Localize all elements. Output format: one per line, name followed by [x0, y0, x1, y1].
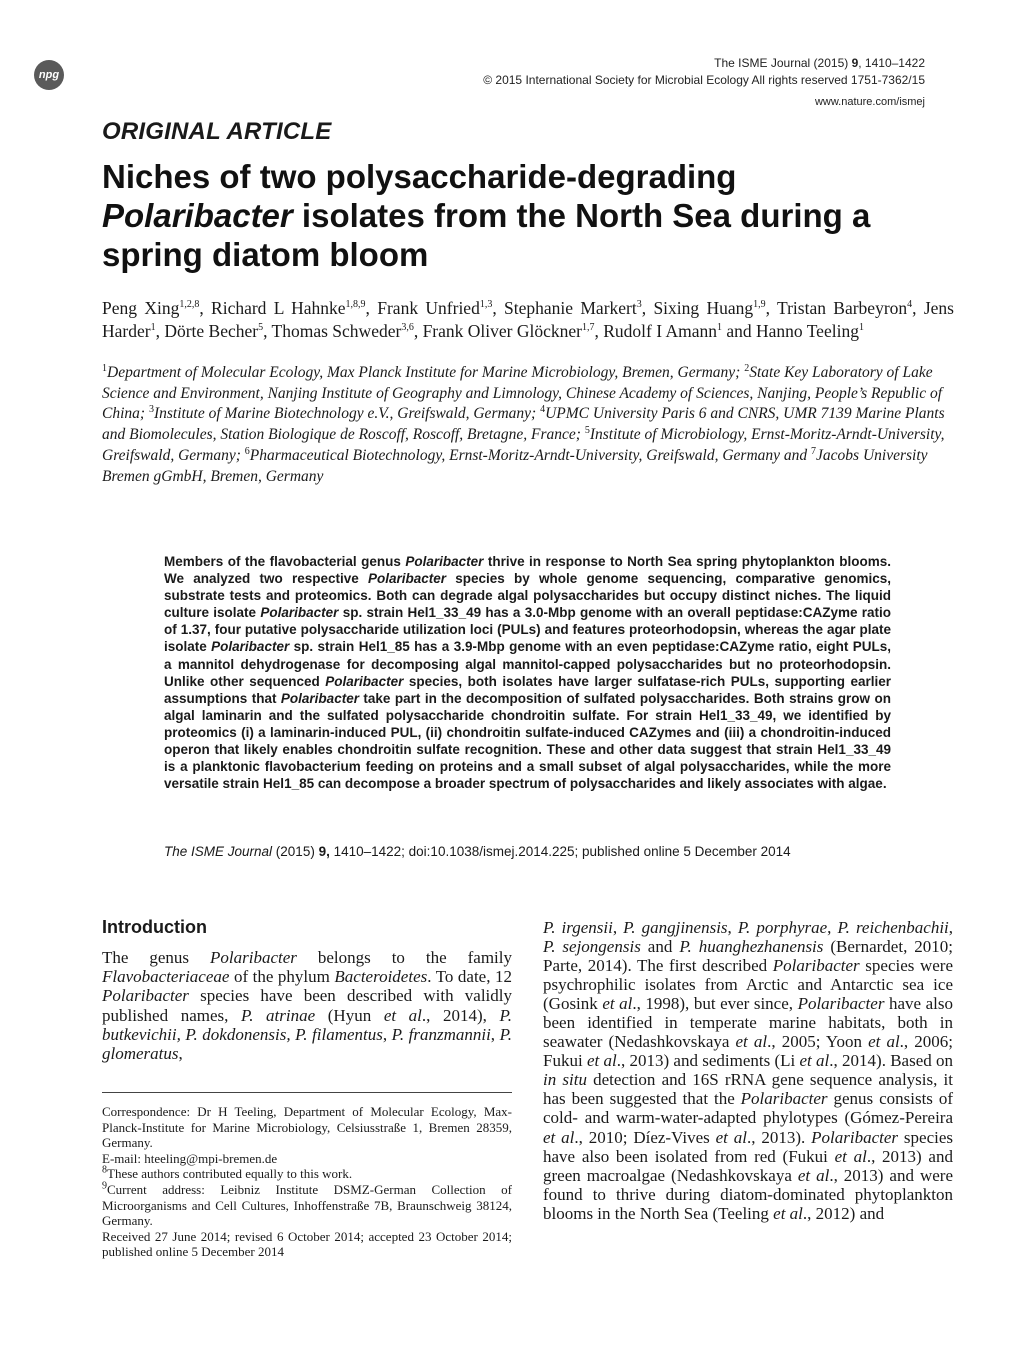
author-name: Sixing Huang — [653, 298, 754, 318]
citation-journal: The ISME Journal — [164, 844, 273, 859]
intro-text: (Hyun — [315, 1005, 384, 1025]
article-title — [102, 157, 962, 274]
footnote-divider — [102, 1092, 512, 1093]
abstract — [164, 553, 891, 792]
intro-text: ., 2014). Based on — [829, 1051, 954, 1071]
intro-text: have also been identified in temperate marine habitats, both in seawater (Nedashkovskaya — [543, 994, 953, 1052]
intro-text: ., 2014), — [421, 1005, 500, 1025]
title-line-1: Niches of two polysaccharide-degrading — [102, 158, 737, 195]
abstract-text: Polaribacter — [260, 605, 339, 621]
intro-text: and — [640, 937, 680, 957]
abstract-text: Polaribacter — [367, 571, 447, 587]
author-affiliation-marker: 5 — [258, 322, 264, 334]
author-affiliation-marker: 1,9 — [753, 299, 766, 311]
intro-text: et al — [602, 994, 633, 1014]
journal-reference — [714, 55, 925, 71]
intro-text: Polaribacter — [102, 986, 189, 1006]
abstract-text: Polaribacter — [211, 639, 290, 655]
intro-text: Polaribacter — [210, 948, 297, 967]
intro-text: , — [827, 918, 838, 937]
abstract-text: sp. strain Hel1_85 has a 3.9-Mbp genome with an even peptidase:CAZyme ratio, eight PULs, a mannitol dehydrogenase for decomposing algal mannitol-capped polysaccharides but no proteorhodopsin. Unlike other sequenced — [164, 639, 891, 689]
author-affiliation-marker: 1,7 — [581, 322, 595, 334]
intro-text: , — [382, 1024, 392, 1044]
intro-text: et al — [797, 1165, 830, 1185]
intro-text: species were psychrophilic isolates from Arctic and Antarctic sea ice (Gosink — [543, 956, 954, 1014]
intro-text: . To date, 12 — [427, 967, 512, 987]
footnote-text: These authors contributed equally to this work. — [107, 1166, 353, 1182]
footnote-marker: 9 — [102, 1180, 107, 1192]
footnote-text: Correspondence: Dr H Teeling, Department of Molecular Ecology, Max-Planck-Institute for Marine Microbiology, Celsiusstraße 1, Bremen 28359, Germany. — [102, 1104, 512, 1151]
intro-text: , — [727, 918, 738, 937]
intro-text: ., 2005; Yoon — [767, 1032, 869, 1052]
footnote-item — [102, 1182, 512, 1229]
citation-rest: 1410–1422; doi:10.1038/ismej.2014.225; published online 5 December 2014 — [329, 844, 791, 859]
article-type-label: ORIGINAL ARTICLE — [102, 118, 332, 145]
affiliation-text: Department of Molecular Ecology, Max Planck Institute for Marine Microbiology, Bremen, Germany; — [107, 364, 741, 381]
author-name: Tristan Barbeyron — [777, 298, 908, 318]
intro-text: , — [948, 918, 954, 937]
author-list: Peng Xing$^{1,2,8}$, Richard L Hahnke$^{1,8,9}$, Frank Unfried$^{1,3}$, Stephanie Markert$^3$, Sixing Huang$^{1,9}$, Tristan Barbeyron$^4$, Jens Harder$^1$, Dörte Becher$^5$, Thomas Schweder$^{3,6}$, Frank Oliver Glöckner$^{1,7}$, Rudolf I Amann$^1$ and Hanno Teeling$^1$ — [102, 298, 954, 341]
intro-text: et al — [586, 1051, 617, 1071]
journal-url-link[interactable]: www.nature.com/ismej — [814, 96, 925, 108]
copyright-line: © 2015 International Society for Microbial Ecology All rights reserved 1751-7362/15 — [483, 73, 925, 87]
footnote-marker: 8 — [102, 1165, 107, 1177]
affiliation-text: Institute of Marine Biotechnology e.V., Greifswald, Germany; — [153, 405, 537, 423]
intro-text: species have been described with validly published names, — [102, 986, 512, 1025]
abstract-text: take part in the decomposition of sulfated polysaccharides. Both strains grow on algal laminarin and the sulfated polysaccharide chondroitin sulfate. For strain Hel1_33_49, we identified by proteomics (i) a laminarin-induced PUL, (ii) chondroitin sulfate-induced CAZymes and (iii) a chondroitin-induced operon that likely enables chondroitin sulfate recognition. These and other data suggest that strain Hel1_33_49 is a planktonic flavobacterium feeding on proteins and a small subset of algal polysaccharides, while the more versatile strain Hel1_85 can decompose a broader spectrum of polysaccharides and likely associates with algae. — [164, 690, 891, 792]
intro-text: P. porphyrae — [737, 918, 828, 937]
intro-text: Bacteroidetes — [334, 967, 428, 987]
intro-text: Polaribacter — [811, 1127, 899, 1147]
author-name: Hanno Teeling — [756, 321, 859, 341]
journal-name: The ISME Journal (2015) — [714, 56, 849, 70]
intro-text: ., 2012) and — [802, 1203, 885, 1223]
intro-text: ., 1998), but ever since, — [632, 994, 798, 1014]
author-name: Dörte Becher — [164, 321, 259, 341]
affiliation-marker: 3 — [148, 404, 154, 416]
affiliation-marker: 7 — [811, 445, 817, 457]
intro-text: in situ — [543, 1070, 587, 1090]
intro-text: ., 2013) and green macroalgae (Nedashkovskaya — [543, 1146, 953, 1185]
intro-text: Flavobacteriaceae — [102, 967, 230, 987]
intro-text: Polaribacter — [797, 994, 885, 1014]
abstract-text: Polaribacter — [405, 554, 484, 569]
intro-text: P. glomeratus — [102, 1024, 513, 1064]
author-affiliation-marker: 1 — [150, 322, 156, 334]
intro-text: , — [490, 1024, 500, 1044]
footnote-text: E-mail: hteeling@mpi-bremen.de — [102, 1150, 278, 1166]
intro-text: P. franzmannii — [391, 1024, 491, 1044]
intro-paragraph-left — [102, 948, 512, 1063]
author-name: Peng Xing — [102, 298, 180, 318]
journal-pages: , 1410–1422 — [858, 56, 925, 70]
affiliation-list — [102, 363, 954, 487]
intro-text: et al — [543, 1127, 575, 1147]
intro-text: et al — [773, 1203, 803, 1223]
affiliation-marker: 6 — [244, 445, 250, 457]
intro-text: detection and 16S rRNA gene sequence analysis, it has been suggested that the — [543, 1070, 953, 1109]
abstract-text: species, both isolates have larger sulfatase-rich PULs, supporting earlier assumptions that — [164, 673, 891, 706]
footnote-text: Received 27 June 2014; revised 6 October 2014; accepted 23 October 2014; published online 5 December 2014 — [102, 1228, 512, 1260]
footnote-item — [102, 1151, 512, 1167]
intro-text: et al — [799, 1051, 830, 1071]
affiliation-marker: 5 — [584, 424, 590, 436]
author-affiliation-marker: 4 — [907, 299, 913, 311]
intro-text: et al — [735, 1032, 768, 1052]
affiliation-text: Institute of Microbiology, Ernst-Moritz-Arndt-University, Greifswald, Germany; — [102, 426, 945, 464]
intro-text: of the phylum — [229, 967, 335, 987]
affiliation-text: State Key Laboratory of Lake Science and Environment, Nanjing Institute of Geography and Limnology, Chinese Academy of Sciences, Nanjing, People’s Republic of China; — [102, 364, 943, 423]
intro-text: ., 2013) and sediments (Li — [616, 1051, 800, 1071]
intro-text: et al — [715, 1127, 747, 1147]
footnotes — [102, 1104, 512, 1260]
citation-year: (2015) — [272, 844, 319, 859]
intro-paragraph-right — [543, 918, 953, 1223]
intro-text: (Bernardet, 2010; Parte, 2014). The first described — [543, 937, 954, 976]
abstract-text: thrive in response to North Sea spring phytoplankton blooms. We analyzed two respective — [164, 554, 891, 587]
intro-text: P. butkevichii, P. dokdonensis, P. filamentus — [102, 1005, 512, 1044]
intro-text: et al — [383, 1005, 422, 1025]
section-heading-introduction: Introduction — [102, 917, 207, 937]
author-affiliation-marker: 1 — [716, 322, 722, 334]
author-name: Thomas Schweder — [271, 321, 402, 341]
author-affiliation-marker: 1,2,8 — [179, 299, 200, 311]
affiliation-marker: 2 — [744, 362, 750, 374]
intro-text: Polaribacter — [772, 956, 860, 976]
affiliation-text: Jacobs University Bremen gGmbH, Bremen, Germany — [102, 446, 928, 485]
intro-text: P. gangjinensis — [623, 918, 728, 937]
intro-text: genus consists of cold- and warm-water-adapted phylotypes (Gómez-Pereira — [543, 1089, 953, 1128]
abstract-text: species by whole genome sequencing, comparative genomics, substrate tests and proteomics. Both can degrade algal polysaccharides but occupy distinct niches. The liquid culture isolate — [164, 571, 891, 621]
intro-text: P. reichenbachii — [837, 918, 949, 937]
author-affiliation-marker: 3,6 — [401, 322, 414, 334]
author-name: Frank Oliver Glöckner — [422, 321, 582, 341]
title-genus: Polaribacter — [102, 197, 293, 234]
affiliation-text: UPMC University Paris 6 and CNRS, UMR 7139 Marine Plants and Biomolecules, Station Biologique de Roscoff, Roscoff, Bretagne, France; — [102, 405, 945, 444]
intro-text: ., 2013). — [746, 1127, 812, 1147]
intro-text: species have also been isolated from red (Fukui — [543, 1127, 953, 1166]
intro-text: P. atrinae — [241, 1005, 316, 1025]
intro-text: ., 2010; Díez-Vives — [574, 1127, 716, 1147]
intro-text: , — [178, 1044, 183, 1064]
journal-volume: 9 — [851, 56, 859, 70]
author-name: Jens Harder — [102, 298, 954, 341]
intro-text: P. huanghezhanensis — [679, 937, 824, 957]
footnote-item — [102, 1104, 512, 1151]
author-affiliation-marker: 1,8,9 — [345, 299, 366, 311]
affiliation-text: Pharmaceutical Biotechnology, Ernst-Moritz-Arndt-University, Greifswald, Germany and — [249, 446, 808, 464]
intro-text: belongs to the family — [296, 948, 512, 967]
citation-volume: 9, — [318, 844, 330, 859]
intro-text: et al — [834, 1146, 867, 1166]
author-affiliation-marker: 1,3 — [479, 299, 493, 311]
abstract-text: sp. strain Hel1_33_49 has a 3.0-Mbp genome with an overall peptidase:CAZyme ratio of 1.37, four putative polysaccharide utilization loci (PULs) and features proteorhodopsin, whereas the agar plate isolate — [164, 605, 891, 655]
citation-line — [164, 843, 891, 860]
author-affiliation-marker: 1 — [858, 322, 864, 334]
intro-text: The genus — [102, 948, 211, 967]
intro-text: Polaribacter — [740, 1089, 828, 1109]
intro-text: et al — [868, 1032, 900, 1052]
abstract-text: Polaribacter — [325, 673, 404, 689]
author-affiliation-marker: 3 — [636, 299, 642, 311]
intro-text: , — [612, 918, 624, 937]
author-name: Stephanie Markert — [504, 298, 637, 318]
author-name: Rudolf I Amann — [603, 321, 717, 341]
title-rest: isolates from the North Sea during a spring diatom bloom — [102, 197, 871, 273]
author-name: Frank Unfried — [377, 298, 480, 318]
intro-text: ., 2006; Fukui — [543, 1032, 953, 1071]
abstract-text: Polaribacter — [280, 690, 359, 706]
intro-text: ., 2013) and were found to thrive during diatom-dominated phytoplankton blooms in the North Sea (Teeling — [543, 1165, 953, 1223]
footnote-item — [102, 1229, 512, 1260]
footnote-text: Current address: Leibniz Institute DSMZ-German Collection of Microorganisms and Cell Cultures, Inhoffenstraße 7B, Braunschweig 38124, Germany. — [102, 1181, 512, 1229]
npg-logo: npg — [34, 60, 64, 90]
intro-text: P. sejongensis — [543, 937, 641, 957]
abstract-text: Members of the flavobacterial genus — [164, 554, 406, 569]
affiliation-marker: 1 — [102, 362, 107, 374]
footnote-item — [102, 1166, 512, 1182]
author-name: Richard L Hahnke — [211, 298, 346, 318]
affiliation-marker: 4 — [540, 404, 546, 416]
intro-text: P. irgensii — [543, 918, 613, 937]
